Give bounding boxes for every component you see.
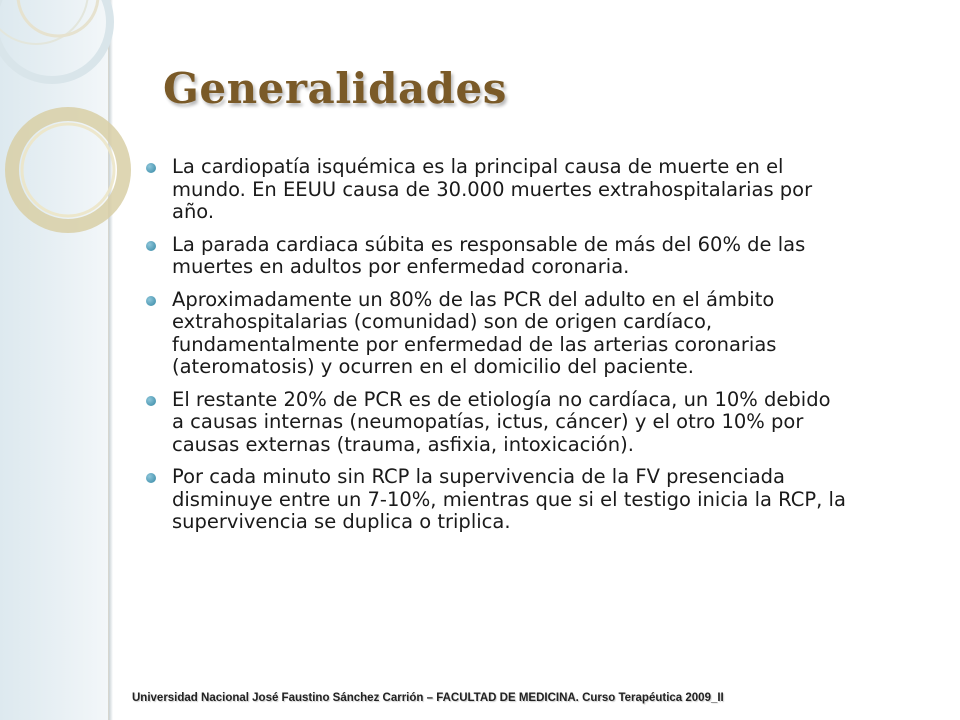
bullet-text: El restante 20% de PCR es de etiología no cardíaca, un 10% debido a causas internas (neumopatías, ictus, cáncer) y el otro 10% por causas externas (trauma, asfixia, intoxicación).: [172, 387, 831, 456]
bullet-item: [146, 156, 846, 224]
bullet-dot-icon: [146, 396, 156, 406]
bullet-text: Por cada minuto sin RCP la supervivencia de la FV presenciada disminuye entre un 7-10%, mientras que si el testigo inicia la RCP, la supervivencia se duplica o triplica.: [172, 465, 846, 533]
bullet-text: La cardiopatía isquémica es la principal causa de muerte en el mundo. En EEUU causa de 30.000 muertes extrahospitalarias por año.: [172, 155, 813, 223]
bullet-text: La parada cardiaca súbita es responsable de más del 60% de las muertes en adultos por enfermedad coronaria.: [172, 232, 806, 278]
bullet-text: Aproximadamente un 80% de las PCR del adulto en el ámbito extrahospitalarias (comunidad) son de origen cardíaco, fundamentalmente por enfermedad de las arterias coronarias (ateromatosis) y ocurren en el domicilio del paciente.: [172, 287, 777, 378]
bullet-list: [146, 156, 846, 544]
decor-ring-gold-inner: [22, 124, 114, 216]
slide-title: Generalidades: [163, 64, 507, 113]
slide-footer: Universidad Nacional José Faustino Sánchez Carrión – FACULTAD DE MEDICINA. Curso Terapéutica 2009_II: [132, 692, 724, 704]
bullet-item: [146, 389, 846, 457]
bullet-item: [146, 289, 846, 379]
bullet-item: [146, 234, 846, 279]
decor-ring-top: [0, 0, 88, 44]
bullet-dot-icon: [146, 473, 156, 483]
bullet-item: [146, 466, 846, 534]
decor-ring-gold: [12, 114, 124, 226]
bullet-dot-icon: [146, 163, 156, 173]
bullet-dot-icon: [146, 241, 156, 251]
bullet-dot-icon: [146, 296, 156, 306]
